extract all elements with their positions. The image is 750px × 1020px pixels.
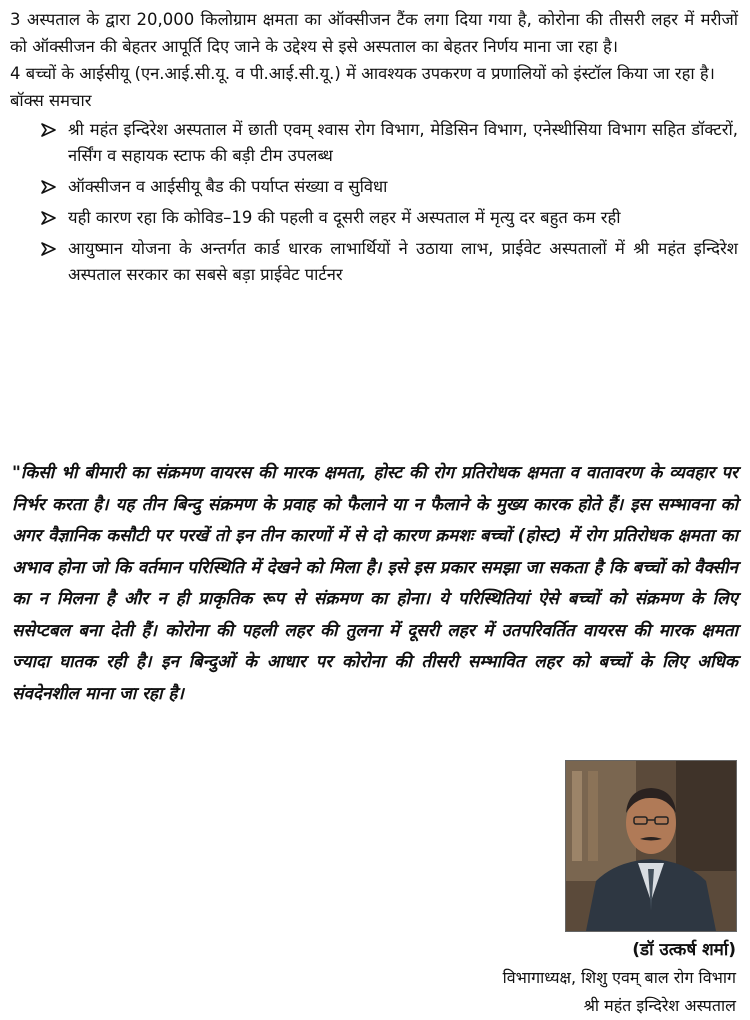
doctor-quote: "किसी भी बीमारी का संक्रमण वायरस की मारक क्षमता, होस्ट की रोग प्रतिरोधक क्षमता व वातावरण के व्यवहार पर निर्भर करता है। यह तीन बिन्दु संक्रमण के प्रवाह को फैलाने या न फैलाने के मुख्य कारक होते हैं। इस सम्भावना को अगर वैज्ञानिक कसौटी पर परखें तो इन तीन कारणों में से दो कारण क्रमशः बच्चों (होस्ट) में रोग प्रतिरोधक क्षमता का अभाव होना जो कि वर्तमान परिस्थिति में देखने को मिला है। इसे इस प्रकार समझा जा सकता है कि बच्चों को वैक्सीन का न मिलना है और न ही प्राकृतिक रूप से संक्रमण का होना। ये परिस्थितियां ऐसे बच्चों को संक्रमण के लिए ससेप्टबल बना देती हैं। कोरोना की पहली लहर की तुलना में दूसरी लहर में उतपरिवर्तित वायरस की मारक क्षमता ज्यादा घातक रही है। इन बिन्दुओं के आधार पर कोरोना की तीसरी सम्भावित लहर को बच्चों के लिए अधिक संवदेनशील माना जा रहा है। <box>12 463 738 704</box>
box-heading: बॉक्स समचार <box>10 91 92 110</box>
list-item <box>40 174 738 200</box>
bullet-list <box>10 117 738 288</box>
paragraph-icu: 4 बच्चों के आईसीयू (एन.आई.सी.यू. व पी.आई.सी.यू.) में आवश्यक उपकरण व प्रणालियों को इंस्टॉल किया जा रहा है। <box>10 64 715 83</box>
person-photo <box>565 760 737 932</box>
doctor-designation: विभागाध्यक्ष, शिशु एवम् बाल रोग विभाग <box>502 968 736 987</box>
bullet-text: श्री महंत इन्दिरेश अस्पताल में छाती एवम् श्वास रोग विभाग, मेडिसिन विभाग, एनेस्थीसिया विभाग सहित डॉक्टरों, नर्सिंग व सहायक स्टाफ की बड़ी टीम उपलब्ध <box>68 120 738 165</box>
arrow-icon <box>40 122 58 138</box>
paragraph-oxygen-tank: 3 अस्पताल के द्वारा 20,000 किलोग्राम क्षमता का ऑक्सीजन टैंक लगा दिया गया है, कोरोना की तीसरी लहर में मरीजों को ऑक्सीजन की बेहतर आपूर्ति दिए जाने के उद्देश्य से इसे अस्पताल का बेहतर निर्णय माना जा रहा है। <box>10 10 738 56</box>
article-body <box>10 6 738 293</box>
doctor-name: (डॉ उत्कर्ष शर्मा) <box>632 940 736 960</box>
bullet-text: ऑक्सीजन व आईसीयू बैड की पर्याप्त संख्या व सुविधा <box>68 177 388 196</box>
arrow-icon <box>40 210 58 226</box>
hospital-name: श्री महंत इन्दिरेश अस्पताल <box>583 996 736 1015</box>
list-item <box>40 236 738 288</box>
bullet-text: यही कारण रहा कि कोविड–19 की पहली व दूसरी लहर में अस्पताल में मृत्यु दर बहुत कम रही <box>68 208 621 227</box>
portrait-illustration <box>566 761 736 931</box>
list-item <box>40 117 738 169</box>
arrow-icon <box>40 179 58 195</box>
bullet-text: आयुष्मान योजना के अन्तर्गत कार्ड धारक लाभार्थियों ने उठाया लाभ, प्राईवेट अस्पतालों में श्री महंत इन्दिरेश अस्पताल सरकार का सबसे बड़ा प्राईवेट पार्टनर <box>68 239 738 284</box>
signature-block <box>503 936 736 1020</box>
list-item <box>40 205 738 231</box>
arrow-icon <box>40 241 58 257</box>
